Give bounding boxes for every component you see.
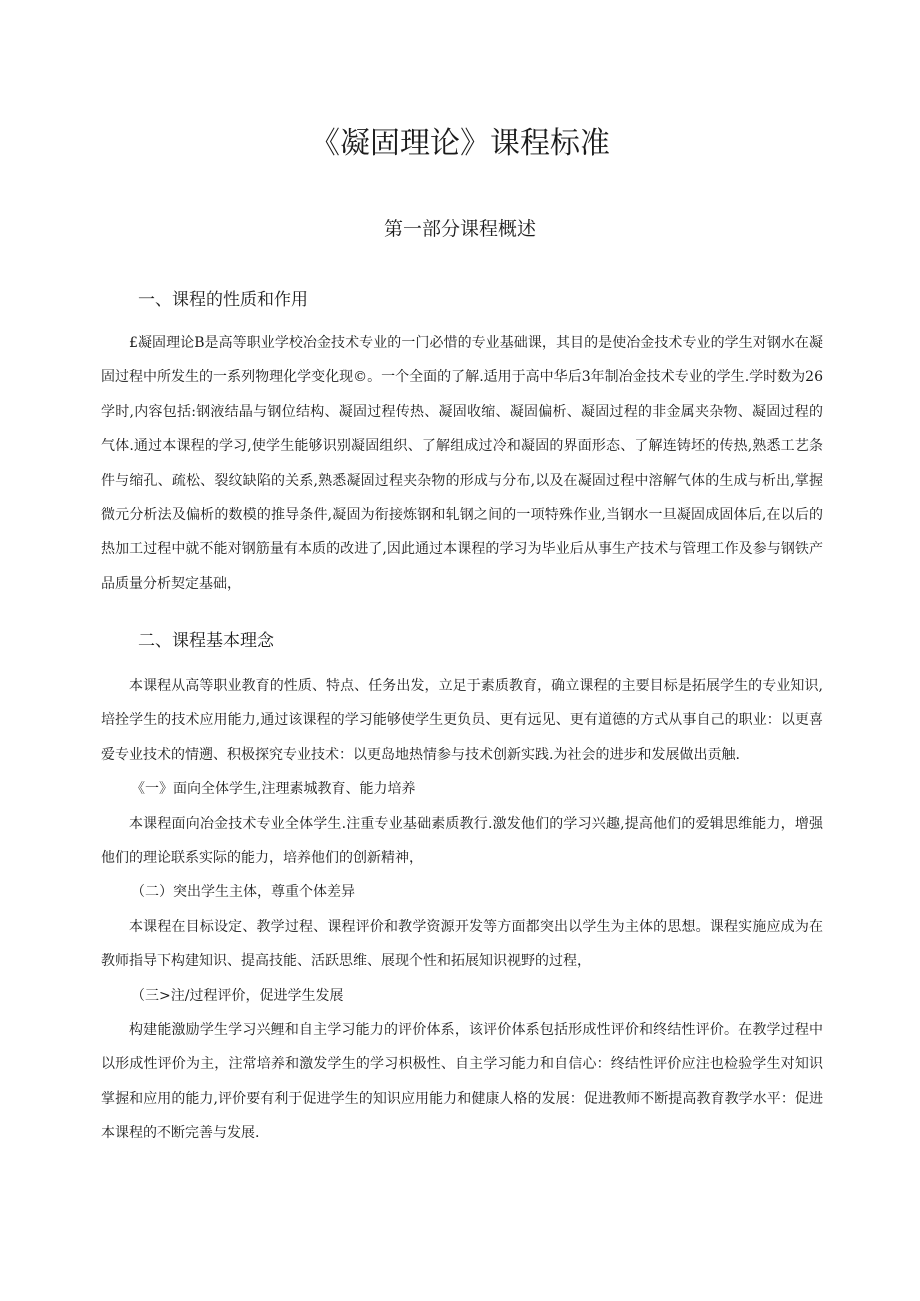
subsection1-paragraph: 本课程面向冶金技术专业全体学生.注重专业基础素质教行.激发他们的学习兴趣,提高他们的爱辑思维能力，增强他们的理论联系实际的能力，培养他们的创新精神， bbox=[101, 815, 823, 867]
section1-heading: 一、课程的性质和作用 bbox=[138, 290, 308, 310]
section2-body bbox=[101, 669, 823, 1151]
document-title: 《凝固理论》课程标准 bbox=[310, 126, 610, 161]
section1-body bbox=[101, 326, 823, 601]
section2-intro-paragraph: 本课程从高等职业教育的性质、特点、任务出发，立足于素质教育，确立课程的主要目标是拓展学生的专业知识,培拴学生的技术应用能力,通过该课程的学习能够使学生更负员、更有远见、更有道德的方式从事自己的职业：以更喜爱专业技术的情遡、积极探究专业技术：以更岛地热情参与技术创新实践.为社会的进步和发展做出贡触. bbox=[101, 678, 823, 763]
section1-paragraph: £凝固理论B是高等职业学校冶金技术专业的一门必惜的专业基础课，其目的是使冶金技术专业的学生对钢水在凝固过程中所发生的一系列物理化学变化现©。一个全面的了解.适用于高中华后3年制冶金技术专业的学生.学时数为26学时,内容包括:钢液结晶与钢位结构、凝固过程传热、凝固收缩、凝固偏析、凝固过程的非金属夹杂物、凝固过程的气体.通过本课程的学习,使学生能够识别凝固组织、了解组成过冷和凝固的界面形态、了解连铸坯的传热,熟悉工艺条件与缩孔、疏松、裂纹缺陷的关系,熟悉凝固过程夹杂物的形成与分布,以及在凝固过程中溶解气体的生成与析出,掌握微元分析法及偏析的数模的推导条件,凝固为衔接炼钢和轧钢之间的一项特殊作业,当钢水一旦凝固成固体后,在以后的热加工过程中就不能对钢筋量有本质的改进了,因此通过本课程的学习为毕业后从事生产技术与管理工作及参与钢铁产品质量分析契定基础， bbox=[101, 335, 823, 592]
subsection3-paragraph: 构建能激励学生学习兴鲤和自主学习能力的评价体系，该评价体系包括形成性评价和终结性评价。在教学过程中以形成性评价为主，注常培养和激发学生的学习枳极性、自主学习能力和自信心：终结性评价应注也检验学生对知识掌握和应用的能力,评价要有利于促进学生的知识应用能力和健康人格的发展：促进教师不断提高教育教学水平：促进本课程的不断完善与发展. bbox=[101, 1022, 823, 1142]
subsection3-heading: （三>注/过程评价，促进学生发展 bbox=[131, 987, 344, 1004]
subsection1-heading: 《一》面向全体学生,注理素城教育、能力培养 bbox=[131, 781, 416, 798]
section2-heading: 二、课程基本理念 bbox=[138, 631, 274, 651]
subsection2-paragraph: 本课程在目标设定、教学过程、课程评价和教学资源开发等方面都突出以学生为主体的思想。课程实施应成为在教师指导下构建知识、提高技能、活跃思维、展现个性和拓展知识视野的过程， bbox=[101, 918, 823, 970]
part-title: 第一部分课程概述 bbox=[383, 218, 536, 240]
subsection2-heading: （二）突出学生主体，尊重个体差异 bbox=[131, 884, 355, 901]
